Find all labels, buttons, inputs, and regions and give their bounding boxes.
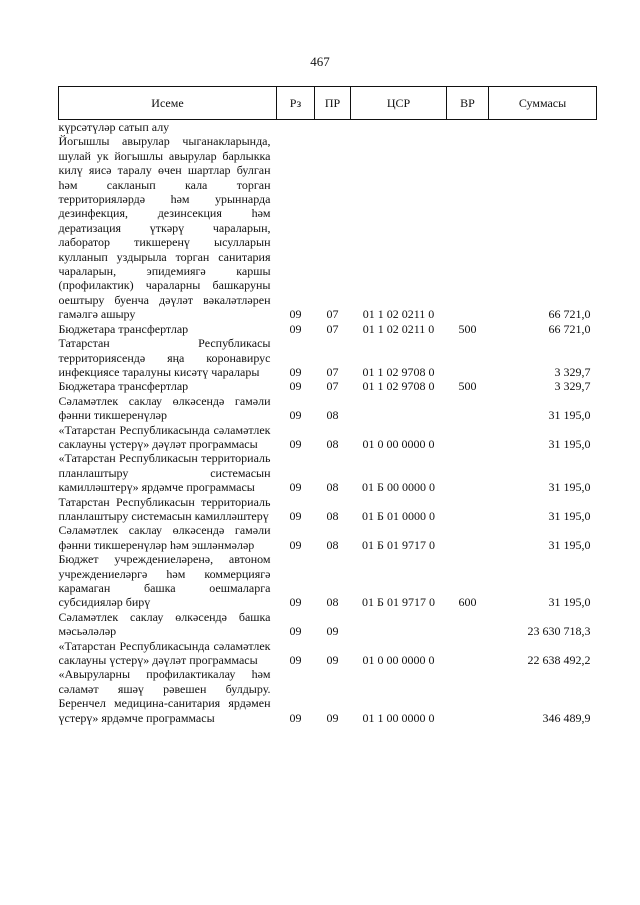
table-row <box>59 610 597 639</box>
table-row <box>59 552 597 610</box>
row-sum: 3 329,7 <box>554 364 591 379</box>
row-pr: 09 <box>326 653 339 668</box>
row-sum <box>489 120 597 135</box>
row-sum: 66 721,0 <box>548 307 591 322</box>
row-csr: 01 1 02 0211 0 <box>362 307 435 322</box>
row-pr: 08 <box>326 508 339 523</box>
row-rz <box>277 120 315 135</box>
row-sum: 22 638 492,2 <box>527 653 591 668</box>
row-sum: 346 489,9 <box>542 710 591 725</box>
row-csr: 01 Б 01 9717 0 <box>362 537 435 552</box>
row-csr: 01 0 00 0000 0 <box>362 436 435 451</box>
row-name: Бюджетара трансфертлар <box>58 379 189 394</box>
row-rz: 09 <box>289 653 302 668</box>
row-sum: 31 195,0 <box>548 480 591 495</box>
row-sum: 3 329,7 <box>554 379 591 394</box>
row-csr: 01 1 02 0211 0 <box>362 321 435 336</box>
header-name: Исеме <box>59 87 277 120</box>
row-vr <box>447 394 489 423</box>
row-csr: 01 1 02 9708 0 <box>362 364 435 379</box>
table-row <box>59 394 597 423</box>
row-name: Татарстан Республикасы территориясендә яңа коронавирус инфекциясе таралуны кисәтү чаралары <box>58 336 271 379</box>
row-rz: 09 <box>289 436 302 451</box>
row-sum: 66 721,0 <box>548 321 591 336</box>
row-vr <box>447 495 489 524</box>
row-pr: 09 <box>326 624 339 639</box>
row-rz: 09 <box>289 537 302 552</box>
table-row <box>59 322 597 336</box>
row-pr: 08 <box>326 408 339 423</box>
row-sum: 23 630 718,3 <box>527 624 591 639</box>
row-csr <box>351 394 447 423</box>
row-pr: 07 <box>326 379 339 394</box>
table-row <box>59 120 597 135</box>
table-header <box>59 87 597 120</box>
row-name: «Татарстан Республикасында сәламәтлек саклауны үстерү» дәүләт программасы <box>58 638 271 668</box>
row-name: Сәламәтлек саклау өлкәсендә башка мәсьәләләр <box>58 609 271 639</box>
row-name: Сәламәтлек саклау өлкәсендә гамәли фәнни тикшеренүләр <box>58 393 271 423</box>
header-csr: ЦСР <box>351 87 447 120</box>
table-row <box>59 134 597 321</box>
row-name: күрсәтүләр сатып алу <box>58 120 170 134</box>
row-sum: 31 195,0 <box>548 436 591 451</box>
row-rz: 09 <box>289 321 302 336</box>
header-sum: Суммасы <box>489 87 597 120</box>
row-name: Сәламәтлек саклау өлкәсендә гамәли фәнни тикшеренүләр һәм эшләнмәләр <box>58 523 271 552</box>
row-vr <box>447 134 489 321</box>
row-vr: 500 <box>458 321 477 336</box>
row-sum: 31 195,0 <box>548 508 591 523</box>
row-vr <box>447 336 489 379</box>
row-name: «Татарстан Республикасын территориаль планлаштыру системасын камилләштерү» ярдәмче программасы <box>58 451 271 495</box>
row-vr <box>447 667 489 725</box>
row-vr: 500 <box>458 379 477 394</box>
budget-table <box>58 86 597 725</box>
row-vr <box>447 610 489 639</box>
row-name: Йогышлы авырулар чыганакларында, шулай ук йогышлы авырулар барлыкка килү яисә таралу өчен шартлар булган һәм сакланып кала торган территорияләрдә һәм урыннарда дезинфекция, дезинсекция һәм дератизация үткәрү чараларын, лаборатор тикшеренү ысулларын кулланып уздырыла торган санитария чараларын, эпидемиягә каршы (профилактик) чараларны башкаруны оештыру буенча дәүләт вәкаләтләрен гамәлгә ашыру <box>58 134 271 322</box>
row-sum: 31 195,0 <box>548 595 591 610</box>
row-rz: 09 <box>289 408 302 423</box>
table-row <box>59 639 597 668</box>
row-csr: 01 1 00 0000 0 <box>362 710 435 725</box>
row-vr <box>447 451 489 494</box>
row-pr: 07 <box>326 321 339 336</box>
row-pr: 08 <box>326 480 339 495</box>
row-csr: 01 Б 00 0000 0 <box>362 480 435 495</box>
row-name: Бюджет учреждениеләренә, автоном учреждениеләргә һәм коммерциягә карамаган башка оешмаларга субсидияләр бирү <box>58 552 271 610</box>
row-vr <box>447 423 489 452</box>
row-rz: 09 <box>289 624 302 639</box>
table-row <box>59 336 597 379</box>
row-csr <box>351 610 447 639</box>
row-rz: 09 <box>289 307 302 322</box>
header-vr: ВР <box>447 87 489 120</box>
table-row <box>59 451 597 494</box>
table-row <box>59 667 597 725</box>
row-pr: 07 <box>326 364 339 379</box>
row-pr: 08 <box>326 537 339 552</box>
table-row <box>59 379 597 393</box>
row-csr: 01 1 02 9708 0 <box>362 379 435 394</box>
row-rz: 09 <box>289 595 302 610</box>
row-pr: 08 <box>326 436 339 451</box>
row-rz: 09 <box>289 364 302 379</box>
row-sum: 31 195,0 <box>548 408 591 423</box>
row-name: Бюджетара трансфертлар <box>58 321 189 336</box>
row-rz: 09 <box>289 480 302 495</box>
row-vr <box>447 120 489 135</box>
table-row <box>59 495 597 524</box>
row-name: «Авыруларны профилактикалау һәм сәламәт яшәү рәвешен булдыру. Беренчел медицина-санитария ярдәмен үстерү» ярдәмче программасы <box>58 667 271 725</box>
header-rz: Рз <box>277 87 315 120</box>
row-vr <box>447 639 489 668</box>
table-row <box>59 423 597 452</box>
row-vr: 600 <box>458 595 477 610</box>
row-pr: 07 <box>326 307 339 322</box>
row-name: «Татарстан Республикасында сәламәтлек саклауны үстерү» дәүләт программасы <box>58 422 271 451</box>
row-pr: 09 <box>326 710 339 725</box>
row-rz: 09 <box>289 508 302 523</box>
row-pr: 08 <box>326 595 339 610</box>
table-row <box>59 523 597 552</box>
row-sum: 31 195,0 <box>548 537 591 552</box>
header-pr: ПР <box>315 87 351 120</box>
row-csr: 01 0 00 0000 0 <box>362 653 435 668</box>
row-rz: 09 <box>289 710 302 725</box>
row-rz: 09 <box>289 379 302 394</box>
row-csr <box>351 120 447 135</box>
row-pr <box>315 120 351 135</box>
row-csr: 01 Б 01 0000 0 <box>362 508 435 523</box>
table-body <box>59 120 597 726</box>
row-csr: 01 Б 01 9717 0 <box>362 595 435 610</box>
row-vr <box>447 523 489 552</box>
page-number: 467 <box>310 54 330 69</box>
row-name: Татарстан Республикасын территориаль планлаштыру системасын камилләштерү <box>58 494 271 523</box>
